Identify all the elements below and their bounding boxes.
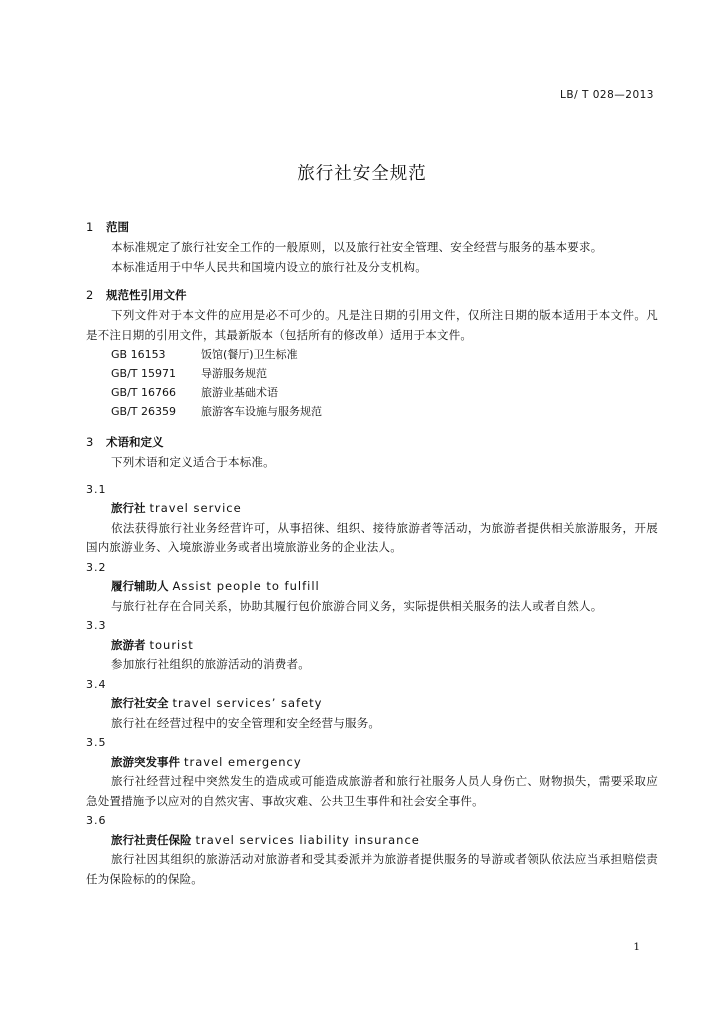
term-number: 3.1 [86,482,107,496]
section-heading-terms-definitions [86,431,658,453]
paragraph: 下列文件对于本文件的应用是必不可少的。凡是注日期的引用文件，仅所注日期的版本适用于本文件。凡是不注日期的引用文件，其最新版本（包括所有的修改单）适用于本文件。 [86,308,658,342]
section-heading-normative-references [86,284,658,306]
term-name [86,753,658,773]
reference-code: GB/T 16766 [111,386,176,399]
paragraph: 本标准适用于中华人民共和国境内设立的旅行社及分支机构。 [111,259,427,274]
term-number: 3.4 [86,677,107,691]
term-name [86,831,658,851]
term-en: tourist [149,637,194,652]
page-number: 1 [633,941,640,953]
reference-item [86,364,658,383]
term-name [86,577,658,597]
term-definition: 旅行社因其组织的旅游活动对旅游者和受其委派并为旅游者提供服务的导游或者领队依法应当承担赔偿责任为保险标的的保险。 [86,852,658,886]
section-number: 1 [86,220,94,234]
term-definition: 依法获得旅行社业务经营许可，从事招徕、组织、接待旅游者等活动，为旅游者提供相关旅游服务，开展国内旅游业务、入境旅游业务或者出境旅游业务的企业法人。 [86,520,658,554]
document-title: 旅行社安全规范 [297,164,427,184]
term-definition: 参加旅行社组织的旅游活动的消费者。 [111,657,310,671]
term-number: 3.2 [86,560,107,574]
reference-code: GB/T 26359 [111,405,176,418]
reference-item [86,345,658,364]
term-zh: 履行辅助人 [111,579,169,593]
term-name [86,499,658,519]
term-name [86,694,658,714]
document-body [86,216,658,889]
term-number: 3.5 [86,736,107,749]
reference-title: 旅游业基础术语 [201,386,278,399]
section-title: 规范性引用文件 [106,288,187,302]
term-zh: 旅游突发事件 [111,754,180,769]
term-zh: 旅行社 [111,501,146,515]
reference-item [86,383,658,402]
reference-code: GB 16153 [111,348,166,361]
term-definition: 旅行社在经营过程中的安全管理和安全经营与服务。 [111,715,381,730]
reference-title: 旅游客车设施与服务规范 [201,405,322,418]
reference-title: 导游服务规范 [201,367,267,380]
term-en: Assist people to fulfill [172,579,320,593]
term-en: travel emergency [184,754,302,769]
section-title: 范围 [106,220,129,234]
section-number: 3 [86,435,94,449]
reference-code: GB/T 15971 [111,367,176,380]
term-en: travel services liability insurance [195,832,420,847]
term-en: travel service [149,501,242,515]
term-definition: 旅行社经营过程中突然发生的造成或可能造成旅游者和旅行社服务人员人身伤亡、财物损失，需要采取应急处置措施予以应对的自然灾害、事故灾难、公共卫生事件和社会安全事件。 [86,774,658,808]
term-zh: 旅行社安全 [111,696,169,710]
standard-code: LB/ T 028—2013 [560,89,654,101]
section-heading-scope [86,216,658,238]
section-title: 术语和定义 [106,435,164,449]
term-number: 3.3 [86,619,107,632]
paragraph: 下列术语和定义适合于本标准。 [111,455,275,469]
term-definition: 与旅行社存在合同关系，协助其履行包价旅游合同义务，实际提供相关服务的法人或者自然人。 [111,598,603,613]
reference-title: 饭馆(餐厅)卫生标准 [201,348,298,361]
term-zh: 旅行社责任保险 [111,832,192,847]
term-zh: 旅游者 [111,637,146,652]
section-number: 2 [86,288,94,302]
term-en: travel services’ safety [172,696,323,710]
term-number: 3.6 [86,814,107,827]
term-name [86,636,658,656]
reference-item [86,402,658,421]
paragraph: 本标准规定了旅行社安全工作的一般原则，以及旅行社安全管理、安全经营与服务的基本要求。 [111,240,603,254]
